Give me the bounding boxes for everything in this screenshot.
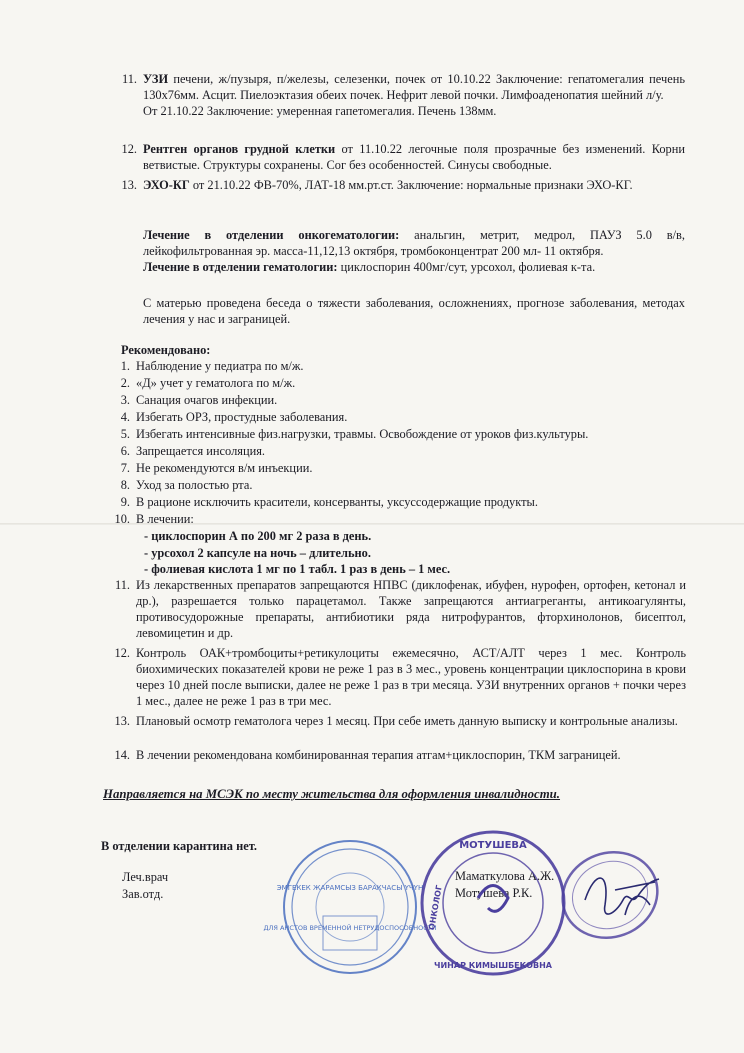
list-item [106, 443, 686, 459]
list-item [106, 713, 686, 729]
item-text: Санация очагов инфекции. [136, 393, 278, 407]
list-item [106, 358, 686, 374]
quarantine-note [101, 838, 257, 854]
drug-item: - урсохол 2 капсуле на ночь – длительно. [144, 545, 371, 560]
item-text: Из лекарственных препаратов запрещаются НПВС (диклофенак, ибуфен, нурофен, ортофен, кетонал и др.), разрешается только парацетамол. Также запрещаются антиагреганты, антикоагулянты, противосудорожные препараты, антибиотики ряда нитрофурантов, фторхинолонов, бисептол, левомицетин и др. [136, 578, 686, 640]
violet-round-stamp [418, 828, 568, 978]
item-text: Уход за полостью рта. [136, 478, 253, 492]
section-11 [113, 71, 685, 119]
list-item [106, 392, 686, 408]
item-title: УЗИ [143, 72, 169, 86]
item-title: ЭХО-КГ [143, 178, 190, 192]
list-item [106, 409, 686, 425]
item-number: 10. [114, 512, 130, 526]
item-number: 9. [120, 495, 130, 509]
treatment-onco-text: анальгин, метрит, медрол, ПАУЗ 5.0 в/в, лейкофильтрованная эр. масса-11,12,13 октября, тромбоконцентрат 200 мл- 11 октября. [143, 228, 685, 258]
item-number: 13. [121, 178, 137, 192]
drug-item: - циклоспорин А по 200 мг 2 раза в день. [144, 529, 372, 543]
head-label: Зав.отд. [122, 887, 164, 901]
drug-item: - фолиевая кислота 1 мг по 1 табл. 1 раз в день – 1 мес. [144, 562, 451, 576]
item-text: В лечении: [136, 512, 194, 526]
item-text: Плановый осмотр гематолога через 1 месяц. При себе иметь данную выписку и контрольные анализы. [136, 714, 678, 728]
item-text: Наблюдение у педиатра по м/ж. [136, 359, 304, 373]
treatment-block [143, 227, 685, 275]
stamp-text-top: МОТУШЕВА [459, 840, 527, 851]
signature [575, 860, 675, 930]
item-text: В рационе исключить красители, консерванты, уксуссодержащие продукты. [136, 495, 538, 509]
list-item [106, 375, 686, 391]
head-name: Мотушева Р.К. [455, 886, 533, 900]
quarantine-text: В отделении карантина нет. [101, 839, 257, 853]
list-item [106, 477, 686, 493]
item-number: 7. [120, 461, 130, 475]
stamp-text-center: ДЛЯ АНСТОВ ВРЕМЕННОЙ НЕТРУДОСПОСОБНОСТИ [263, 924, 437, 932]
doctor-name: Маматкулова А.Ж. [455, 869, 555, 883]
msek-direction: Направляется на МСЭК по месту жительства для оформления инвалидности. [103, 787, 561, 801]
list-item [106, 645, 686, 709]
item-extra: От 21.10.22 Заключение: умеренная гапетомегалия. Печень 138мм. [143, 104, 497, 118]
item-text: от 21.10.22 ФВ-70%, ЛАТ-18 мм.рт.ст. Заключение: нормальные признаки ЭХО-КГ. [189, 178, 633, 192]
item-number: 12. [121, 142, 137, 156]
item-text: В лечении рекомендована комбинированная терапия атгам+циклоспорин, ТКМ заграницей. [136, 748, 621, 762]
item-text: печени, ж/пузыря, п/железы, селезенки, почек от 10.10.22 Заключение: гепатомегалия печень 130х76мм. Асцит. Пиелоэктазия обеих почек. Нефрит левой почки. Лимфоаденопатия шейний л/у. [143, 72, 685, 102]
item-number: 5. [120, 427, 130, 441]
item-number: 8. [120, 478, 130, 492]
item-text: от 11.10.22 легочные поля прозрачные без изменений. Корни ветвистые. Структуры сохранены. Сог без особенностей. Синусы свободные. [143, 142, 685, 172]
treatment-hem-text: циклоспорин 400мг/сут, урсохол, фолиевая к-та. [337, 260, 596, 274]
conversation-paragraph: С матерью проведена беседа о тяжести заболевания, осложнениях, прогнозе заболевания, методах лечения у нас и заграницей. [143, 296, 685, 326]
doctor-label: Леч.врач [122, 870, 169, 884]
list-item [106, 577, 686, 641]
section-13 [113, 177, 685, 193]
item-text: Запрещается инсоляция. [136, 444, 266, 458]
recommendations-heading: Рекомендовано: [121, 343, 211, 357]
treatment-hem-label: Лечение в отделении гематологии: [143, 260, 338, 274]
stamp-text-bottom: ЧИНАР КИМЫШБЕКОВНА [434, 961, 552, 970]
list-item [106, 747, 686, 763]
item-number: 14. [114, 748, 130, 762]
item-text: Избегать интенсивные физ.нагрузки, травмы. Освобождение от уроков физ.культуры. [136, 427, 589, 441]
item-number: 11. [121, 72, 137, 86]
item-text: Не рекомендуются в/м инъекции. [136, 461, 313, 475]
recommendations-title [121, 342, 210, 358]
list-item [106, 494, 686, 510]
item-text: Избегать ОРЗ, простудные заболевания. [136, 410, 348, 424]
item-title: Рентген органов грудной клетки [143, 142, 336, 156]
item-number: 3. [120, 393, 130, 407]
list-item [106, 426, 686, 442]
stamp-text-left: ОНКОЛОГ [427, 884, 444, 931]
list-item [106, 460, 686, 476]
item-number: 4. [120, 410, 130, 424]
drug-list [144, 528, 684, 578]
item-text: «Д» учет у гематолога по м/ж. [136, 376, 296, 390]
item-number: 12. [114, 646, 130, 660]
item-text: Контроль ОАК+тромбоциты+ретикулоциты ежемесячно, АСТ/АЛТ через 1 мес. Контроль биохимических показателей крови не реже 1 раз в 3 мес., уровень концентрации циклоспорина в крови через 10 дней после выписки, далее не реже 1 раз в три месяца. УЗИ внутренних органов + почки через 1 мес., далее не реже 1 раз в три мес. [136, 646, 686, 708]
item-number: 11. [114, 578, 130, 592]
treatment-onco-label: Лечение в отделении онкогематологии: [143, 228, 400, 242]
item-number: 2. [120, 376, 130, 390]
list-item [106, 511, 686, 527]
item-number: 13. [114, 714, 130, 728]
stamp-text-top: ЭМГЕКЕК ЖАРАМСЫЗ БАРАКЧАСЫ ҮЧҮН [276, 884, 424, 892]
item-number: 6. [120, 444, 130, 458]
section-12 [113, 141, 685, 173]
item-number: 1. [120, 359, 130, 373]
